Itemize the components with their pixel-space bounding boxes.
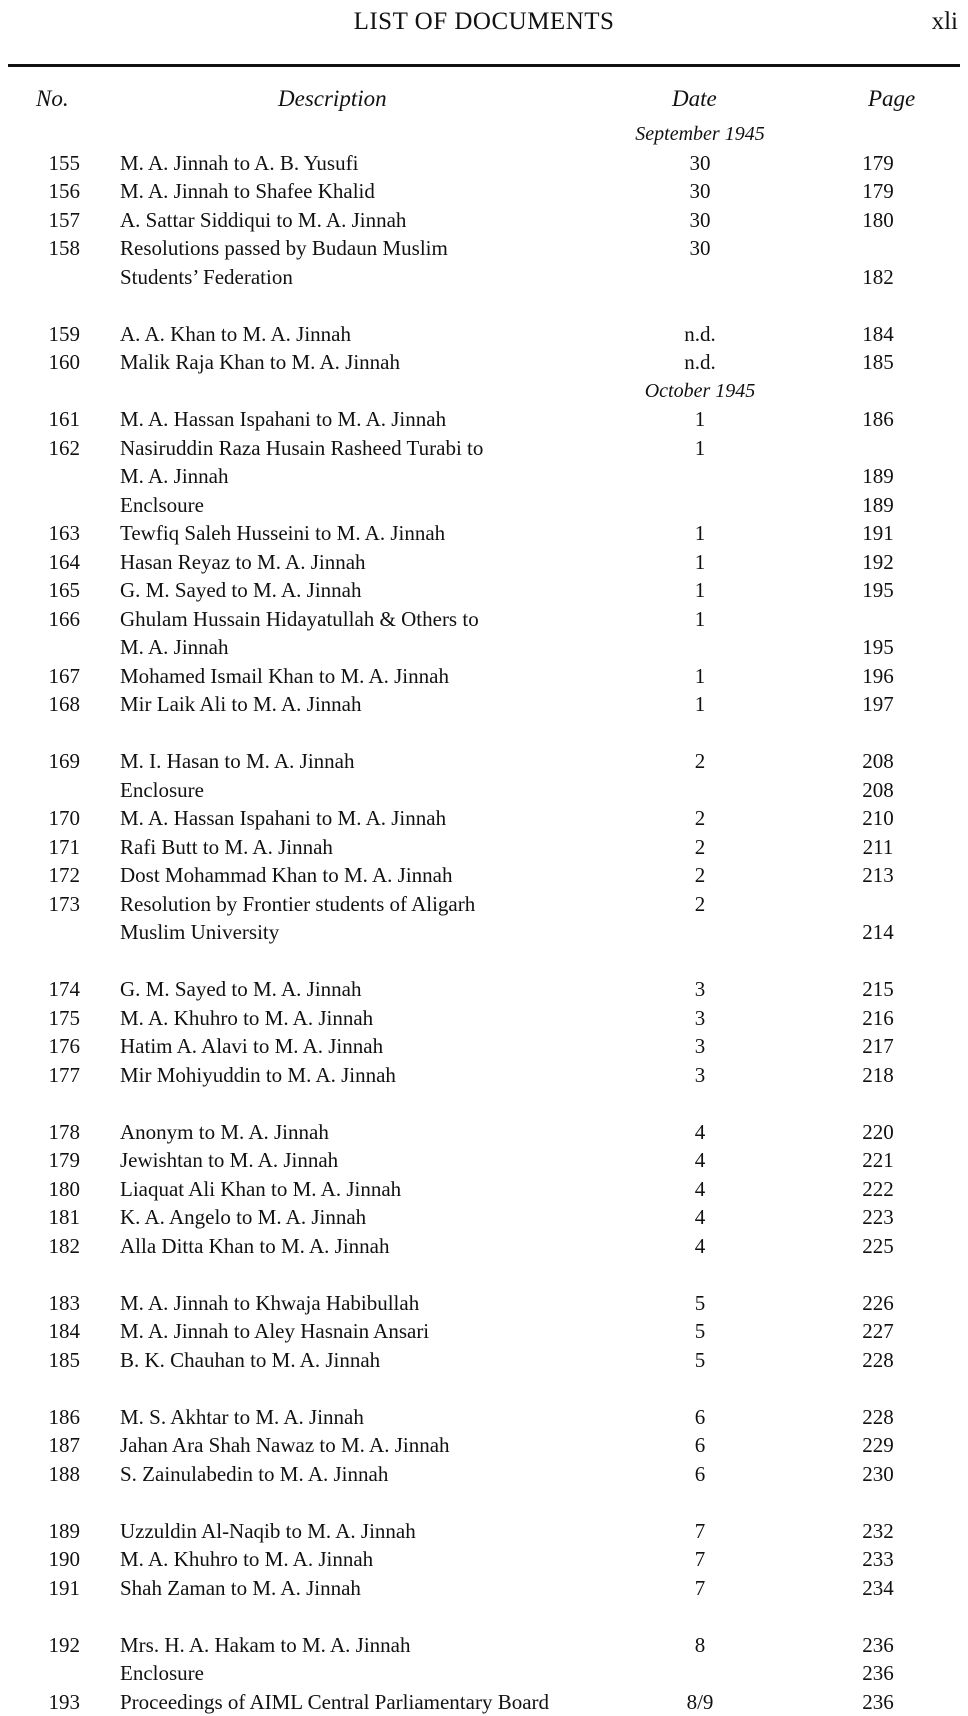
document-date: 5 [640, 1289, 760, 1318]
document-number: 167 [28, 662, 80, 691]
document-description: Enclsoure [120, 491, 204, 520]
table-row [0, 576, 968, 605]
document-date: 7 [640, 1545, 760, 1574]
document-page: 229 [845, 1431, 911, 1460]
document-number: 169 [28, 747, 80, 776]
month-label: October 1945 [600, 377, 800, 406]
document-description: G. M. Sayed to M. A. Jinnah [120, 576, 362, 605]
spacer-row [0, 1602, 968, 1631]
document-number: 185 [28, 1346, 80, 1375]
document-date: 4 [640, 1203, 760, 1232]
table-row [0, 206, 968, 235]
table-row [0, 234, 968, 263]
document-number: 179 [28, 1146, 80, 1175]
document-number: 192 [28, 1631, 80, 1660]
table-row [0, 149, 968, 178]
document-date: 4 [640, 1232, 760, 1261]
table-row [0, 804, 968, 833]
document-page: 197 [845, 690, 911, 719]
table-row [0, 662, 968, 691]
document-description: Rafi Butt to M. A. Jinnah [120, 833, 333, 862]
document-page: 189 [845, 462, 911, 491]
table-row [0, 548, 968, 577]
document-number: 163 [28, 519, 80, 548]
document-description: Dost Mohammad Khan to M. A. Jinnah [120, 861, 452, 890]
document-date: 6 [640, 1431, 760, 1460]
month-heading-row [0, 120, 968, 149]
table-row [0, 1032, 968, 1061]
document-page: 191 [845, 519, 911, 548]
table-row [0, 1061, 968, 1090]
table-row [0, 434, 968, 463]
document-date: 3 [640, 1061, 760, 1090]
document-number: 188 [28, 1460, 80, 1489]
document-number: 181 [28, 1203, 80, 1232]
document-number: 171 [28, 833, 80, 862]
document-description: Mohamed Ismail Khan to M. A. Jinnah [120, 662, 449, 691]
document-page: 225 [845, 1232, 911, 1261]
table-row [0, 405, 968, 434]
document-page: 195 [845, 576, 911, 605]
table-row [0, 1175, 968, 1204]
spacer-row [0, 719, 968, 748]
document-date: 1 [640, 434, 760, 463]
document-description: M. A. Jinnah [120, 462, 229, 491]
document-number: 156 [28, 177, 80, 206]
document-description: M. A. Hassan Ispahani to M. A. Jinnah [120, 804, 446, 833]
column-header-page: Page [868, 86, 915, 112]
document-description: G. M. Sayed to M. A. Jinnah [120, 975, 362, 1004]
document-page: 217 [845, 1032, 911, 1061]
table-row [0, 1431, 968, 1460]
table-row [0, 890, 968, 919]
document-description: M. A. Jinnah to Aley Hasnain Ansari [120, 1317, 429, 1346]
document-page: 228 [845, 1403, 911, 1432]
document-date: 8/9 [640, 1688, 760, 1716]
document-number: 159 [28, 320, 80, 349]
document-description: Mir Mohiyuddin to M. A. Jinnah [120, 1061, 396, 1090]
document-date: 30 [640, 234, 760, 263]
document-description: Tewfiq Saleh Husseini to M. A. Jinnah [120, 519, 445, 548]
document-page: 216 [845, 1004, 911, 1033]
document-number: 170 [28, 804, 80, 833]
document-date: 1 [640, 519, 760, 548]
table-row [0, 1346, 968, 1375]
table-row [0, 1545, 968, 1574]
document-date: 1 [640, 605, 760, 634]
document-page: 214 [845, 918, 911, 947]
document-description: Ghulam Hussain Hidayatullah & Others to [120, 605, 479, 634]
document-description: M. A. Jinnah [120, 633, 229, 662]
document-page: 185 [845, 348, 911, 377]
document-page: 236 [845, 1688, 911, 1716]
column-header-date: Date [672, 86, 717, 112]
document-number: 191 [28, 1574, 80, 1603]
document-page: 208 [845, 776, 911, 805]
document-number: 168 [28, 690, 80, 719]
document-page: 179 [845, 177, 911, 206]
table-row [0, 462, 968, 491]
document-description: S. Zainulabedin to M. A. Jinnah [120, 1460, 388, 1489]
document-page: 192 [845, 548, 911, 577]
document-date: 1 [640, 576, 760, 605]
page-number: xli [932, 8, 958, 36]
document-page: 233 [845, 1545, 911, 1574]
document-description: B. K. Chauhan to M. A. Jinnah [120, 1346, 380, 1375]
document-page: 230 [845, 1460, 911, 1489]
table-row [0, 975, 968, 1004]
document-number: 157 [28, 206, 80, 235]
table-row [0, 177, 968, 206]
document-date: 1 [640, 690, 760, 719]
document-date: 2 [640, 804, 760, 833]
document-date: 2 [640, 890, 760, 919]
table-row [0, 1631, 968, 1660]
document-description: Enclosure [120, 1659, 204, 1688]
document-description: Jahan Ara Shah Nawaz to M. A. Jinnah [120, 1431, 450, 1460]
document-page: 236 [845, 1631, 911, 1660]
spacer-row [0, 947, 968, 976]
document-page: 221 [845, 1146, 911, 1175]
document-page: 213 [845, 861, 911, 890]
spacer-row [0, 1089, 968, 1118]
document-page: 234 [845, 1574, 911, 1603]
document-description: K. A. Angelo to M. A. Jinnah [120, 1203, 366, 1232]
document-date: 8 [640, 1631, 760, 1660]
document-description: Enclosure [120, 776, 204, 805]
spacer-row [0, 1488, 968, 1517]
document-number: 177 [28, 1061, 80, 1090]
document-description: Alla Ditta Khan to M. A. Jinnah [120, 1232, 389, 1261]
document-description: M. A. Jinnah to Khwaja Habibullah [120, 1289, 419, 1318]
table-row [0, 1659, 968, 1688]
document-number: 166 [28, 605, 80, 634]
spacer-row [0, 1374, 968, 1403]
document-date: 1 [640, 548, 760, 577]
document-date: 6 [640, 1403, 760, 1432]
document-description: Mrs. H. A. Hakam to M. A. Jinnah [120, 1631, 411, 1660]
document-description: M. A. Jinnah to A. B. Yusufi [120, 149, 358, 178]
documents-list [0, 120, 968, 1716]
document-date: 3 [640, 1004, 760, 1033]
document-description: Uzzuldin Al-Naqib to M. A. Jinnah [120, 1517, 416, 1546]
document-description: M. I. Hasan to M. A. Jinnah [120, 747, 355, 776]
document-date: 4 [640, 1118, 760, 1147]
document-description: A. A. Khan to M. A. Jinnah [120, 320, 351, 349]
document-description: Nasiruddin Raza Husain Rasheed Turabi to [120, 434, 483, 463]
document-description: Proceedings of AIML Central Parliamentary Board [120, 1688, 549, 1716]
document-date: 7 [640, 1574, 760, 1603]
document-page: 227 [845, 1317, 911, 1346]
document-page: 236 [845, 1659, 911, 1688]
document-date: 1 [640, 662, 760, 691]
table-row [0, 633, 968, 662]
table-row [0, 519, 968, 548]
document-page: 195 [845, 633, 911, 662]
document-number: 193 [28, 1688, 80, 1716]
document-page: 184 [845, 320, 911, 349]
table-row [0, 776, 968, 805]
document-description: Malik Raja Khan to M. A. Jinnah [120, 348, 400, 377]
document-number: 189 [28, 1517, 80, 1546]
document-page: 186 [845, 405, 911, 434]
table-row [0, 491, 968, 520]
document-date: 5 [640, 1346, 760, 1375]
document-description: Hasan Reyaz to M. A. Jinnah [120, 548, 366, 577]
document-date: 2 [640, 747, 760, 776]
document-page: 210 [845, 804, 911, 833]
document-number: 183 [28, 1289, 80, 1318]
page-title: LIST OF DOCUMENTS [0, 8, 968, 36]
table-row [0, 861, 968, 890]
document-description: Resolution by Frontier students of Aligarh [120, 890, 475, 919]
document-date: 30 [640, 206, 760, 235]
spacer-row [0, 291, 968, 320]
document-number: 164 [28, 548, 80, 577]
month-label: September 1945 [600, 120, 800, 149]
document-number: 165 [28, 576, 80, 605]
document-page: 226 [845, 1289, 911, 1318]
table-row [0, 1574, 968, 1603]
document-page: 223 [845, 1203, 911, 1232]
document-description: M. A. Jinnah to Shafee Khalid [120, 177, 375, 206]
document-date: 1 [640, 405, 760, 434]
month-heading-row [0, 377, 968, 406]
table-row [0, 1317, 968, 1346]
document-page: 179 [845, 149, 911, 178]
document-description: A. Sattar Siddiqui to M. A. Jinnah [120, 206, 406, 235]
table-row [0, 348, 968, 377]
document-date: 4 [640, 1175, 760, 1204]
document-description: M. A. Hassan Ispahani to M. A. Jinnah [120, 405, 446, 434]
document-date: n.d. [640, 320, 760, 349]
document-number: 186 [28, 1403, 80, 1432]
document-date: 30 [640, 149, 760, 178]
table-row [0, 1232, 968, 1261]
spacer-row [0, 1260, 968, 1289]
document-number: 184 [28, 1317, 80, 1346]
table-row [0, 1517, 968, 1546]
header-rule [8, 64, 960, 67]
document-description: Liaquat Ali Khan to M. A. Jinnah [120, 1175, 401, 1204]
document-description: Resolutions passed by Budaun Muslim [120, 234, 448, 263]
document-date: 5 [640, 1317, 760, 1346]
document-date: 4 [640, 1146, 760, 1175]
document-number: 160 [28, 348, 80, 377]
document-date: 2 [640, 861, 760, 890]
document-description: M. A. Khuhro to M. A. Jinnah [120, 1545, 373, 1574]
document-page: 218 [845, 1061, 911, 1090]
document-page: 182 [845, 263, 911, 292]
table-row [0, 1203, 968, 1232]
document-number: 172 [28, 861, 80, 890]
table-row [0, 833, 968, 862]
table-row [0, 605, 968, 634]
table-row [0, 1146, 968, 1175]
document-description: Shah Zaman to M. A. Jinnah [120, 1574, 361, 1603]
document-description: Hatim A. Alavi to M. A. Jinnah [120, 1032, 383, 1061]
document-number: 176 [28, 1032, 80, 1061]
document-number: 174 [28, 975, 80, 1004]
document-number: 155 [28, 149, 80, 178]
table-row [0, 747, 968, 776]
document-page: 180 [845, 206, 911, 235]
table-row [0, 1460, 968, 1489]
document-number: 182 [28, 1232, 80, 1261]
table-row [0, 320, 968, 349]
table-row [0, 1004, 968, 1033]
document-description: Students’ Federation [120, 263, 293, 292]
document-page: 232 [845, 1517, 911, 1546]
table-row [0, 918, 968, 947]
document-description: Jewishtan to M. A. Jinnah [120, 1146, 338, 1175]
document-page: 222 [845, 1175, 911, 1204]
document-page: 215 [845, 975, 911, 1004]
table-row [0, 1289, 968, 1318]
document-number: 180 [28, 1175, 80, 1204]
table-row [0, 690, 968, 719]
document-date: 3 [640, 975, 760, 1004]
document-number: 173 [28, 890, 80, 919]
document-page: 196 [845, 662, 911, 691]
document-description: M. A. Khuhro to M. A. Jinnah [120, 1004, 373, 1033]
document-number: 190 [28, 1545, 80, 1574]
document-date: 3 [640, 1032, 760, 1061]
document-page: 211 [845, 833, 911, 862]
document-date: 7 [640, 1517, 760, 1546]
document-page: 228 [845, 1346, 911, 1375]
document-description: Muslim University [120, 918, 279, 947]
table-row [0, 1118, 968, 1147]
document-description: Anonym to M. A. Jinnah [120, 1118, 329, 1147]
table-row [0, 263, 968, 292]
document-description: M. S. Akhtar to M. A. Jinnah [120, 1403, 364, 1432]
document-number: 161 [28, 405, 80, 434]
document-number: 158 [28, 234, 80, 263]
document-description: Mir Laik Ali to M. A. Jinnah [120, 690, 362, 719]
document-page: 189 [845, 491, 911, 520]
column-header-no: No. [36, 86, 69, 112]
document-number: 187 [28, 1431, 80, 1460]
document-number: 175 [28, 1004, 80, 1033]
document-number: 162 [28, 434, 80, 463]
document-page: 208 [845, 747, 911, 776]
document-number: 178 [28, 1118, 80, 1147]
document-date: 2 [640, 833, 760, 862]
document-date: 6 [640, 1460, 760, 1489]
document-date: 30 [640, 177, 760, 206]
document-date: n.d. [640, 348, 760, 377]
table-row [0, 1688, 968, 1716]
table-row [0, 1403, 968, 1432]
document-page: 220 [845, 1118, 911, 1147]
column-header-description: Description [278, 86, 387, 112]
